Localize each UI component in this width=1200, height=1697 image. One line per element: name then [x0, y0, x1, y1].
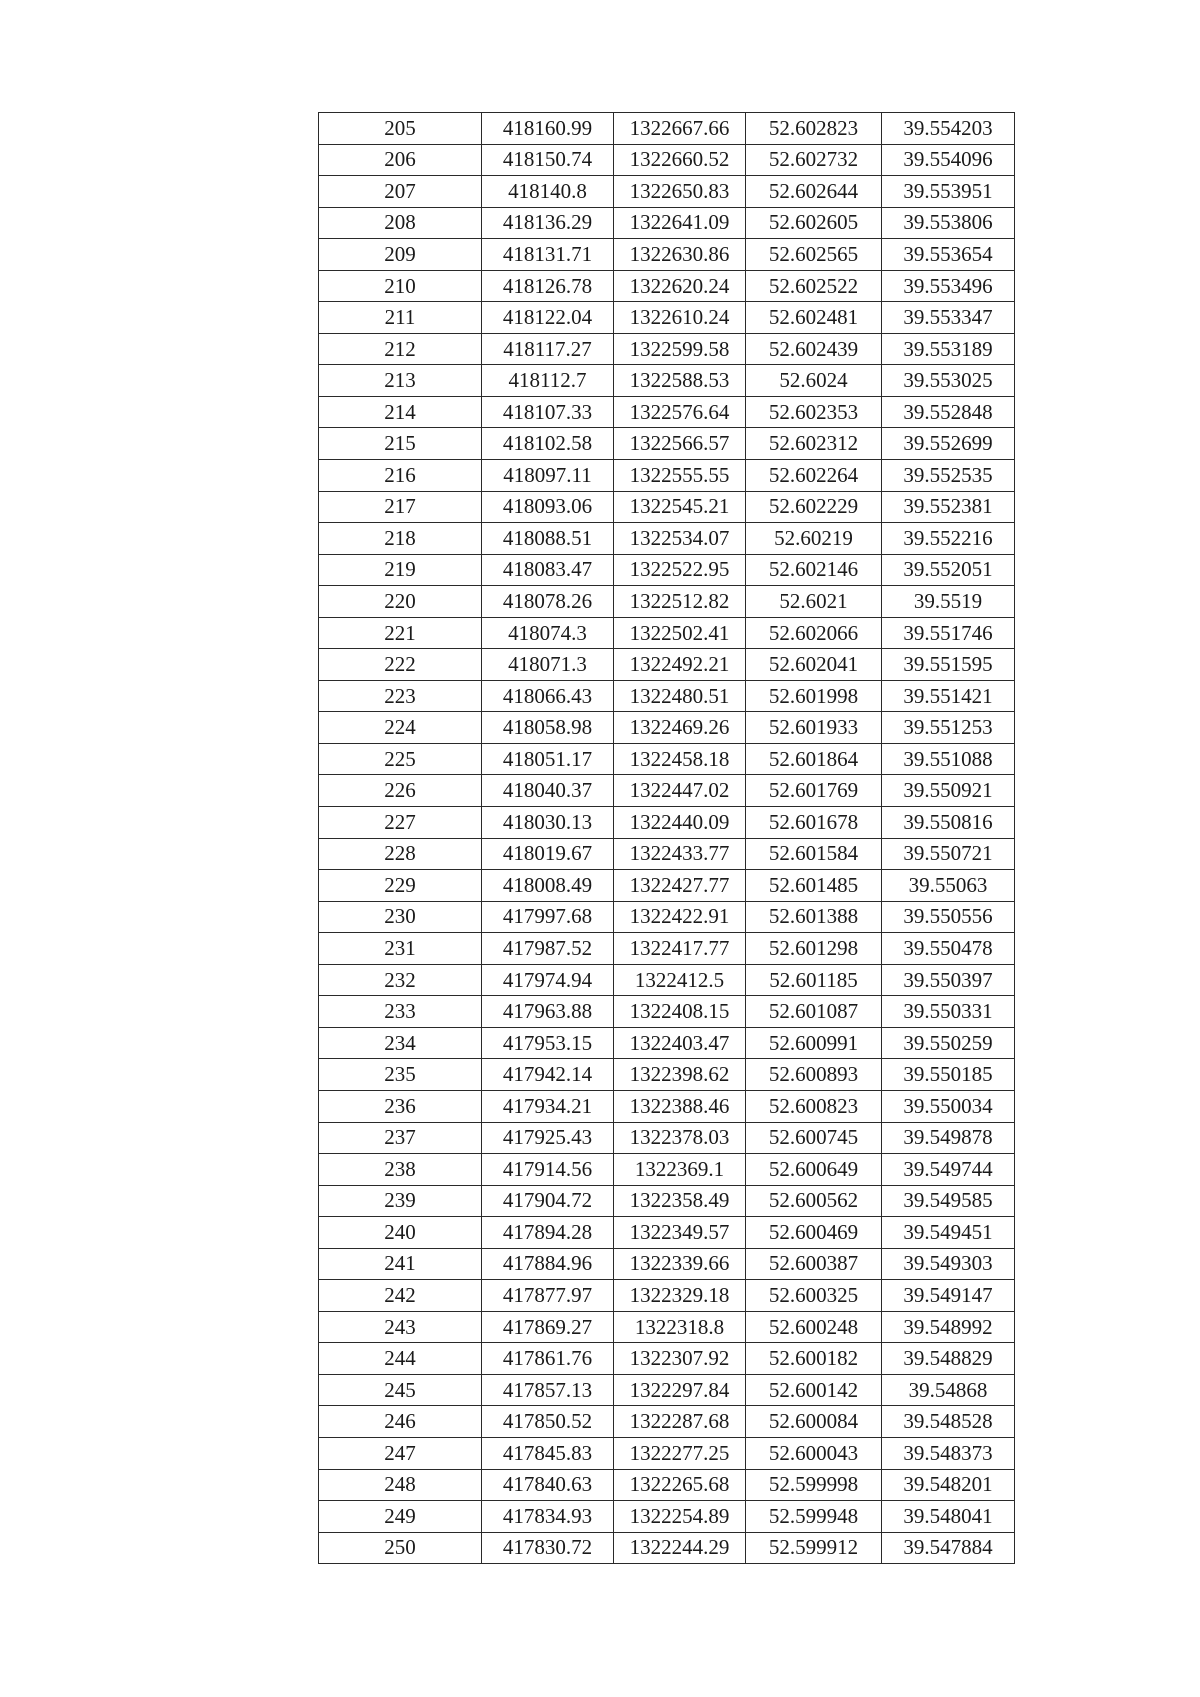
point-number-cell: 212: [319, 333, 482, 365]
x-coordinate-cell: 417904.72: [482, 1185, 614, 1217]
table-row: [319, 649, 1015, 681]
point-number-cell: 218: [319, 523, 482, 555]
longitude-cell: 39.547884: [882, 1532, 1015, 1564]
y-coordinate-cell: 1322630.86: [614, 239, 746, 271]
y-coordinate-cell: 1322369.1: [614, 1154, 746, 1186]
latitude-cell: 52.600387: [746, 1248, 882, 1280]
longitude-cell: 39.548201: [882, 1469, 1015, 1501]
latitude-cell: 52.602066: [746, 617, 882, 649]
longitude-cell: 39.549147: [882, 1280, 1015, 1312]
x-coordinate-cell: 418008.49: [482, 870, 614, 902]
table-row: [319, 743, 1015, 775]
y-coordinate-cell: 1322502.41: [614, 617, 746, 649]
table-row: [319, 1248, 1015, 1280]
point-number-cell: 208: [319, 207, 482, 239]
y-coordinate-cell: 1322329.18: [614, 1280, 746, 1312]
latitude-cell: 52.602229: [746, 491, 882, 523]
x-coordinate-cell: 418066.43: [482, 680, 614, 712]
y-coordinate-cell: 1322277.25: [614, 1437, 746, 1469]
longitude-cell: 39.554203: [882, 113, 1015, 145]
latitude-cell: 52.6021: [746, 586, 882, 618]
longitude-cell: 39.548528: [882, 1406, 1015, 1438]
table-row: [319, 1217, 1015, 1249]
x-coordinate-cell: 417869.27: [482, 1311, 614, 1343]
point-number-cell: 220: [319, 586, 482, 618]
latitude-cell: 52.601933: [746, 712, 882, 744]
latitude-cell: 52.602264: [746, 460, 882, 492]
x-coordinate-cell: 418078.26: [482, 586, 614, 618]
x-coordinate-cell: 417894.28: [482, 1217, 614, 1249]
point-number-cell: 205: [319, 113, 482, 145]
x-coordinate-cell: 418051.17: [482, 743, 614, 775]
x-coordinate-cell: 417914.56: [482, 1154, 614, 1186]
longitude-cell: 39.551746: [882, 617, 1015, 649]
longitude-cell: 39.550397: [882, 964, 1015, 996]
table-row: [319, 712, 1015, 744]
latitude-cell: 52.600325: [746, 1280, 882, 1312]
longitude-cell: 39.549744: [882, 1154, 1015, 1186]
table-row: [319, 554, 1015, 586]
table-row: [319, 586, 1015, 618]
latitude-cell: 52.600893: [746, 1059, 882, 1091]
x-coordinate-cell: 417845.83: [482, 1437, 614, 1469]
table-row: [319, 1469, 1015, 1501]
x-coordinate-cell: 417884.96: [482, 1248, 614, 1280]
y-coordinate-cell: 1322599.58: [614, 333, 746, 365]
table-row: [319, 523, 1015, 555]
latitude-cell: 52.601485: [746, 870, 882, 902]
longitude-cell: 39.550259: [882, 1027, 1015, 1059]
point-number-cell: 227: [319, 807, 482, 839]
point-number-cell: 215: [319, 428, 482, 460]
latitude-cell: 52.599912: [746, 1532, 882, 1564]
table-row: [319, 1027, 1015, 1059]
longitude-cell: 39.550721: [882, 838, 1015, 870]
y-coordinate-cell: 1322318.8: [614, 1311, 746, 1343]
x-coordinate-cell: 418150.74: [482, 144, 614, 176]
table-row: [319, 933, 1015, 965]
longitude-cell: 39.548992: [882, 1311, 1015, 1343]
point-number-cell: 217: [319, 491, 482, 523]
x-coordinate-cell: 418040.37: [482, 775, 614, 807]
table-row: [319, 491, 1015, 523]
y-coordinate-cell: 1322427.77: [614, 870, 746, 902]
y-coordinate-cell: 1322349.57: [614, 1217, 746, 1249]
x-coordinate-cell: 418030.13: [482, 807, 614, 839]
latitude-cell: 52.600142: [746, 1374, 882, 1406]
point-number-cell: 214: [319, 396, 482, 428]
latitude-cell: 52.600084: [746, 1406, 882, 1438]
latitude-cell: 52.601864: [746, 743, 882, 775]
table-row: [319, 775, 1015, 807]
x-coordinate-cell: 418136.29: [482, 207, 614, 239]
table-row: [319, 964, 1015, 996]
x-coordinate-cell: 418093.06: [482, 491, 614, 523]
longitude-cell: 39.553496: [882, 270, 1015, 302]
y-coordinate-cell: 1322492.21: [614, 649, 746, 681]
point-number-cell: 225: [319, 743, 482, 775]
latitude-cell: 52.601769: [746, 775, 882, 807]
y-coordinate-cell: 1322660.52: [614, 144, 746, 176]
table-row: [319, 1280, 1015, 1312]
latitude-cell: 52.601087: [746, 996, 882, 1028]
y-coordinate-cell: 1322339.66: [614, 1248, 746, 1280]
x-coordinate-cell: 418088.51: [482, 523, 614, 555]
x-coordinate-cell: 418058.98: [482, 712, 614, 744]
point-number-cell: 223: [319, 680, 482, 712]
x-coordinate-cell: 417861.76: [482, 1343, 614, 1375]
latitude-cell: 52.599998: [746, 1469, 882, 1501]
y-coordinate-cell: 1322378.03: [614, 1122, 746, 1154]
table-row: [319, 901, 1015, 933]
latitude-cell: 52.601298: [746, 933, 882, 965]
table-row: [319, 1406, 1015, 1438]
y-coordinate-cell: 1322422.91: [614, 901, 746, 933]
x-coordinate-cell: 418112.7: [482, 365, 614, 397]
x-coordinate-cell: 417934.21: [482, 1090, 614, 1122]
longitude-cell: 39.5519: [882, 586, 1015, 618]
y-coordinate-cell: 1322447.02: [614, 775, 746, 807]
longitude-cell: 39.552051: [882, 554, 1015, 586]
table-row: [319, 396, 1015, 428]
y-coordinate-cell: 1322244.29: [614, 1532, 746, 1564]
longitude-cell: 39.550556: [882, 901, 1015, 933]
y-coordinate-cell: 1322433.77: [614, 838, 746, 870]
longitude-cell: 39.553025: [882, 365, 1015, 397]
y-coordinate-cell: 1322417.77: [614, 933, 746, 965]
latitude-cell: 52.6024: [746, 365, 882, 397]
point-number-cell: 228: [319, 838, 482, 870]
table-row: [319, 1532, 1015, 1564]
x-coordinate-cell: 418074.3: [482, 617, 614, 649]
y-coordinate-cell: 1322620.24: [614, 270, 746, 302]
longitude-cell: 39.551253: [882, 712, 1015, 744]
y-coordinate-cell: 1322307.92: [614, 1343, 746, 1375]
latitude-cell: 52.602732: [746, 144, 882, 176]
x-coordinate-cell: 418126.78: [482, 270, 614, 302]
latitude-cell: 52.60219: [746, 523, 882, 555]
y-coordinate-cell: 1322412.5: [614, 964, 746, 996]
y-coordinate-cell: 1322545.21: [614, 491, 746, 523]
longitude-cell: 39.553951: [882, 176, 1015, 208]
table-row: [319, 1311, 1015, 1343]
y-coordinate-cell: 1322610.24: [614, 302, 746, 334]
longitude-cell: 39.54868: [882, 1374, 1015, 1406]
table-row: [319, 807, 1015, 839]
y-coordinate-cell: 1322480.51: [614, 680, 746, 712]
table-row: [319, 428, 1015, 460]
table-row: [319, 1343, 1015, 1375]
table-row: [319, 239, 1015, 271]
point-number-cell: 209: [319, 239, 482, 271]
table-row: [319, 1122, 1015, 1154]
longitude-cell: 39.551088: [882, 743, 1015, 775]
latitude-cell: 52.600248: [746, 1311, 882, 1343]
longitude-cell: 39.550921: [882, 775, 1015, 807]
longitude-cell: 39.552699: [882, 428, 1015, 460]
latitude-cell: 52.600182: [746, 1343, 882, 1375]
point-number-cell: 235: [319, 1059, 482, 1091]
point-number-cell: 206: [319, 144, 482, 176]
point-number-cell: 219: [319, 554, 482, 586]
x-coordinate-cell: 417942.14: [482, 1059, 614, 1091]
x-coordinate-cell: 417925.43: [482, 1122, 614, 1154]
point-number-cell: 221: [319, 617, 482, 649]
point-number-cell: 242: [319, 1280, 482, 1312]
y-coordinate-cell: 1322588.53: [614, 365, 746, 397]
y-coordinate-cell: 1322408.15: [614, 996, 746, 1028]
latitude-cell: 52.601185: [746, 964, 882, 996]
longitude-cell: 39.553189: [882, 333, 1015, 365]
table-row: [319, 207, 1015, 239]
x-coordinate-cell: 418117.27: [482, 333, 614, 365]
table-row: [319, 617, 1015, 649]
x-coordinate-cell: 417857.13: [482, 1374, 614, 1406]
latitude-cell: 52.601584: [746, 838, 882, 870]
latitude-cell: 52.602312: [746, 428, 882, 460]
point-number-cell: 226: [319, 775, 482, 807]
point-number-cell: 237: [319, 1122, 482, 1154]
latitude-cell: 52.599948: [746, 1501, 882, 1533]
latitude-cell: 52.602439: [746, 333, 882, 365]
point-number-cell: 241: [319, 1248, 482, 1280]
point-number-cell: 239: [319, 1185, 482, 1217]
latitude-cell: 52.602644: [746, 176, 882, 208]
longitude-cell: 39.548041: [882, 1501, 1015, 1533]
longitude-cell: 39.552848: [882, 396, 1015, 428]
y-coordinate-cell: 1322512.82: [614, 586, 746, 618]
point-number-cell: 238: [319, 1154, 482, 1186]
longitude-cell: 39.548829: [882, 1343, 1015, 1375]
point-number-cell: 243: [319, 1311, 482, 1343]
point-number-cell: 210: [319, 270, 482, 302]
longitude-cell: 39.552216: [882, 523, 1015, 555]
x-coordinate-cell: 417830.72: [482, 1532, 614, 1564]
longitude-cell: 39.551421: [882, 680, 1015, 712]
y-coordinate-cell: 1322534.07: [614, 523, 746, 555]
table-row: [319, 1437, 1015, 1469]
y-coordinate-cell: 1322555.55: [614, 460, 746, 492]
x-coordinate-cell: 418107.33: [482, 396, 614, 428]
point-number-cell: 248: [319, 1469, 482, 1501]
longitude-cell: 39.549303: [882, 1248, 1015, 1280]
table-row: [319, 1154, 1015, 1186]
y-coordinate-cell: 1322469.26: [614, 712, 746, 744]
y-coordinate-cell: 1322650.83: [614, 176, 746, 208]
latitude-cell: 52.601388: [746, 901, 882, 933]
y-coordinate-cell: 1322388.46: [614, 1090, 746, 1122]
table-row: [319, 1185, 1015, 1217]
y-coordinate-cell: 1322667.66: [614, 113, 746, 145]
x-coordinate-cell: 417840.63: [482, 1469, 614, 1501]
x-coordinate-cell: 418097.11: [482, 460, 614, 492]
latitude-cell: 52.602041: [746, 649, 882, 681]
longitude-cell: 39.549878: [882, 1122, 1015, 1154]
longitude-cell: 39.553347: [882, 302, 1015, 334]
x-coordinate-cell: 418122.04: [482, 302, 614, 334]
table-row: [319, 302, 1015, 334]
latitude-cell: 52.602146: [746, 554, 882, 586]
y-coordinate-cell: 1322440.09: [614, 807, 746, 839]
table-row: [319, 1501, 1015, 1533]
longitude-cell: 39.549451: [882, 1217, 1015, 1249]
longitude-cell: 39.553806: [882, 207, 1015, 239]
x-coordinate-cell: 418019.67: [482, 838, 614, 870]
longitude-cell: 39.550185: [882, 1059, 1015, 1091]
y-coordinate-cell: 1322265.68: [614, 1469, 746, 1501]
point-number-cell: 207: [319, 176, 482, 208]
point-number-cell: 213: [319, 365, 482, 397]
point-number-cell: 234: [319, 1027, 482, 1059]
point-number-cell: 229: [319, 870, 482, 902]
y-coordinate-cell: 1322254.89: [614, 1501, 746, 1533]
table-row: [319, 838, 1015, 870]
y-coordinate-cell: 1322403.47: [614, 1027, 746, 1059]
x-coordinate-cell: 418071.3: [482, 649, 614, 681]
table-row: [319, 460, 1015, 492]
x-coordinate-cell: 418160.99: [482, 113, 614, 145]
point-number-cell: 216: [319, 460, 482, 492]
table-row: [319, 1090, 1015, 1122]
point-number-cell: 240: [319, 1217, 482, 1249]
table-row: [319, 333, 1015, 365]
latitude-cell: 52.600469: [746, 1217, 882, 1249]
latitude-cell: 52.600991: [746, 1027, 882, 1059]
latitude-cell: 52.602481: [746, 302, 882, 334]
latitude-cell: 52.602565: [746, 239, 882, 271]
x-coordinate-cell: 417997.68: [482, 901, 614, 933]
table-row: [319, 870, 1015, 902]
point-number-cell: 211: [319, 302, 482, 334]
latitude-cell: 52.602823: [746, 113, 882, 145]
x-coordinate-cell: 417953.15: [482, 1027, 614, 1059]
longitude-cell: 39.548373: [882, 1437, 1015, 1469]
latitude-cell: 52.600562: [746, 1185, 882, 1217]
table-row: [319, 144, 1015, 176]
longitude-cell: 39.550331: [882, 996, 1015, 1028]
y-coordinate-cell: 1322576.64: [614, 396, 746, 428]
latitude-cell: 52.602522: [746, 270, 882, 302]
x-coordinate-cell: 417963.88: [482, 996, 614, 1028]
latitude-cell: 52.600823: [746, 1090, 882, 1122]
x-coordinate-cell: 418131.71: [482, 239, 614, 271]
longitude-cell: 39.552381: [882, 491, 1015, 523]
longitude-cell: 39.552535: [882, 460, 1015, 492]
table-row: [319, 270, 1015, 302]
x-coordinate-cell: 417834.93: [482, 1501, 614, 1533]
x-coordinate-cell: 418102.58: [482, 428, 614, 460]
y-coordinate-cell: 1322297.84: [614, 1374, 746, 1406]
latitude-cell: 52.600043: [746, 1437, 882, 1469]
longitude-cell: 39.550816: [882, 807, 1015, 839]
table-row: [319, 365, 1015, 397]
latitude-cell: 52.601678: [746, 807, 882, 839]
coordinates-table-body: [319, 113, 1015, 1564]
latitude-cell: 52.600649: [746, 1154, 882, 1186]
y-coordinate-cell: 1322287.68: [614, 1406, 746, 1438]
point-number-cell: 232: [319, 964, 482, 996]
longitude-cell: 39.549585: [882, 1185, 1015, 1217]
y-coordinate-cell: 1322458.18: [614, 743, 746, 775]
longitude-cell: 39.550034: [882, 1090, 1015, 1122]
point-number-cell: 233: [319, 996, 482, 1028]
table-row: [319, 1374, 1015, 1406]
latitude-cell: 52.602605: [746, 207, 882, 239]
y-coordinate-cell: 1322566.57: [614, 428, 746, 460]
point-number-cell: 236: [319, 1090, 482, 1122]
point-number-cell: 230: [319, 901, 482, 933]
coordinates-table: [318, 112, 1015, 1564]
point-number-cell: 246: [319, 1406, 482, 1438]
longitude-cell: 39.550478: [882, 933, 1015, 965]
longitude-cell: 39.551595: [882, 649, 1015, 681]
point-number-cell: 244: [319, 1343, 482, 1375]
latitude-cell: 52.602353: [746, 396, 882, 428]
y-coordinate-cell: 1322522.95: [614, 554, 746, 586]
table-row: [319, 1059, 1015, 1091]
point-number-cell: 245: [319, 1374, 482, 1406]
x-coordinate-cell: 417877.97: [482, 1280, 614, 1312]
longitude-cell: 39.553654: [882, 239, 1015, 271]
table-row: [319, 996, 1015, 1028]
y-coordinate-cell: 1322641.09: [614, 207, 746, 239]
longitude-cell: 39.55063: [882, 870, 1015, 902]
table-row: [319, 113, 1015, 145]
latitude-cell: 52.601998: [746, 680, 882, 712]
latitude-cell: 52.600745: [746, 1122, 882, 1154]
x-coordinate-cell: 417987.52: [482, 933, 614, 965]
x-coordinate-cell: 417850.52: [482, 1406, 614, 1438]
x-coordinate-cell: 418140.8: [482, 176, 614, 208]
point-number-cell: 222: [319, 649, 482, 681]
point-number-cell: 231: [319, 933, 482, 965]
point-number-cell: 247: [319, 1437, 482, 1469]
point-number-cell: 250: [319, 1532, 482, 1564]
x-coordinate-cell: 417974.94: [482, 964, 614, 996]
table-row: [319, 176, 1015, 208]
longitude-cell: 39.554096: [882, 144, 1015, 176]
table-row: [319, 680, 1015, 712]
y-coordinate-cell: 1322398.62: [614, 1059, 746, 1091]
point-number-cell: 249: [319, 1501, 482, 1533]
y-coordinate-cell: 1322358.49: [614, 1185, 746, 1217]
x-coordinate-cell: 418083.47: [482, 554, 614, 586]
point-number-cell: 224: [319, 712, 482, 744]
